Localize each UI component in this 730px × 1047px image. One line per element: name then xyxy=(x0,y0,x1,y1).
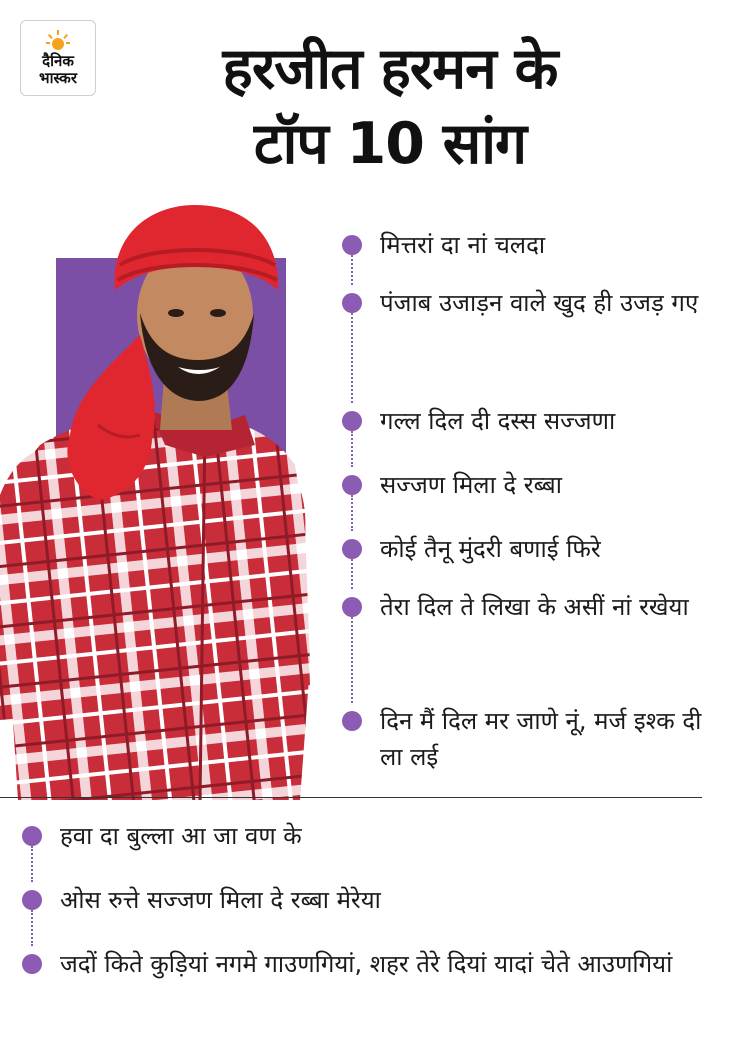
singer-photo xyxy=(0,195,330,800)
brand-logo xyxy=(20,20,96,96)
song-title: सज्जण मिला दे रब्बा xyxy=(380,471,562,499)
bullet-dot xyxy=(342,293,362,313)
list-item xyxy=(20,882,710,946)
song-title: जदों किते कुड़ियां नगमे गाउणगियां, शहर तेरे दियां यादां चेते आउणगियां xyxy=(60,950,673,978)
bullet-dot xyxy=(342,235,362,255)
list-item xyxy=(340,703,720,783)
page-title xyxy=(110,32,670,182)
list-item xyxy=(340,531,720,589)
connector-line xyxy=(351,255,353,285)
connector-line xyxy=(351,495,353,531)
connector-line xyxy=(351,617,353,703)
song-title: मित्तरां दा नां चलदा xyxy=(380,231,546,259)
song-title: कोई तैनू मुंदरी बणाई फिरे xyxy=(380,535,601,563)
connector-line xyxy=(31,910,33,946)
bullet-dot xyxy=(22,890,42,910)
sun-icon xyxy=(46,30,70,52)
list-item xyxy=(340,467,720,531)
bullet-dot xyxy=(22,954,42,974)
bullet-dot xyxy=(342,539,362,559)
connector-line xyxy=(351,313,353,403)
song-title: गल्ल दिल दी दस्स सज्जणा xyxy=(380,407,616,435)
divider xyxy=(0,797,702,798)
bullet-dot xyxy=(22,826,42,846)
title-line-2: टॉप 10 सांग xyxy=(253,111,527,177)
bullet-dot xyxy=(342,475,362,495)
songs-list-right xyxy=(340,227,720,783)
connector-line xyxy=(351,559,353,589)
bullet-dot xyxy=(342,411,362,431)
title-line-1: हरजीत हरमन के xyxy=(222,36,558,102)
song-title: तेरा दिल ते लिखा के असीं नां रखेया xyxy=(380,593,689,621)
song-title: ओस रुत्ते सज्जण मिला दे रब्बा मेरेया xyxy=(60,886,381,914)
connector-line xyxy=(31,846,33,882)
song-title: दिन मैं दिल मर जाणे नूं, मर्ज इश्क दी ला लई xyxy=(380,707,702,771)
bullet-dot xyxy=(342,711,362,731)
connector-line xyxy=(351,431,353,467)
list-item xyxy=(20,946,710,1026)
list-item xyxy=(340,285,720,403)
list-item xyxy=(20,818,710,882)
brand-name-line1: दैनिक xyxy=(42,51,74,70)
songs-list-bottom xyxy=(20,818,710,1026)
list-item xyxy=(340,589,720,703)
list-item xyxy=(340,227,720,285)
brand-name-line2: भास्कर xyxy=(39,68,77,87)
song-title: पंजाब उजाड़न वाले खुद ही उजड़ गए xyxy=(380,289,699,317)
list-item xyxy=(340,403,720,467)
song-title: हवा दा बुल्ला आ जा वण के xyxy=(60,822,302,850)
bullet-dot xyxy=(342,597,362,617)
